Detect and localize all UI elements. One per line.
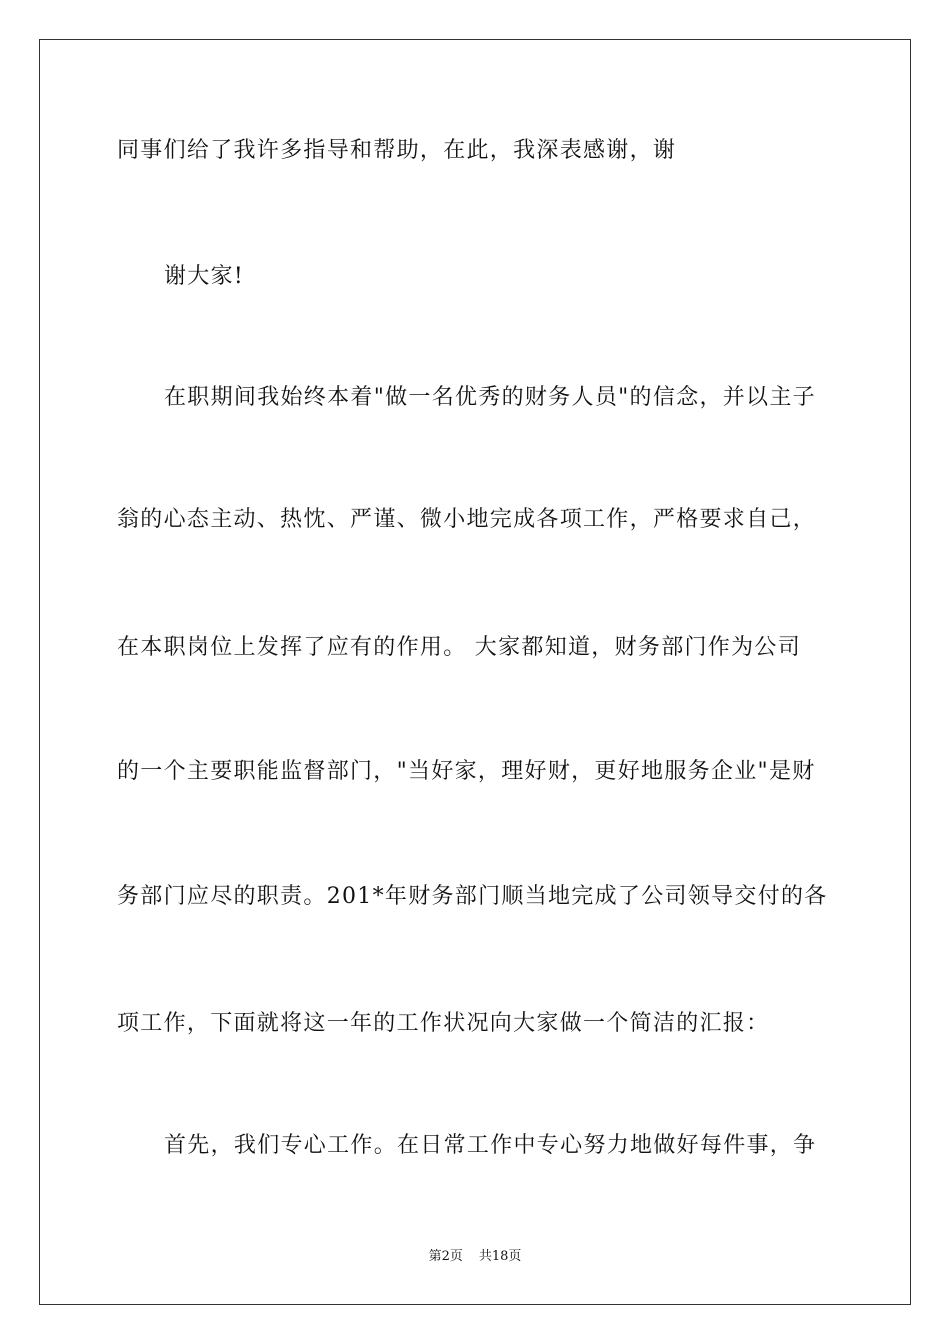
text-line-1: 同事们给了我许多指导和帮助，在此，我深表感谢，谢 [117,138,677,163]
page-border [39,39,911,1305]
page-total: 共18页 [478,1249,522,1264]
page-number: 第2页 [428,1249,463,1264]
text-line-3: 在职期间我始终本着"做一名优秀的财务人员"的信念，并以主子 [164,385,816,410]
text-line-6: 的一个主要职能监督部门，"当好家，理好财，更好地服务企业"是财 [117,759,816,784]
text-line-5: 在本职岗位上发挥了应有的作用。 大家都知道，财务部门作为公司 [117,635,801,660]
text-line-7: 务部门应尽的职责。201*年财务部门顺当地完成了公司领导交付的各 [117,884,828,909]
text-line-4: 翁的心态主动、热忱、严谨、微小地完成各项工作，严格要求自己， [117,507,817,532]
page-footer [0,1248,950,1266]
text-line-9: 首先，我们专心工作。在日常工作中专心努力地做好每件事，争 [164,1133,817,1158]
text-line-8: 项工作，下面就将这一年的工作状况向大家做一个简洁的汇报： [117,1011,770,1036]
text-line-2: 谢大家! [164,264,245,289]
